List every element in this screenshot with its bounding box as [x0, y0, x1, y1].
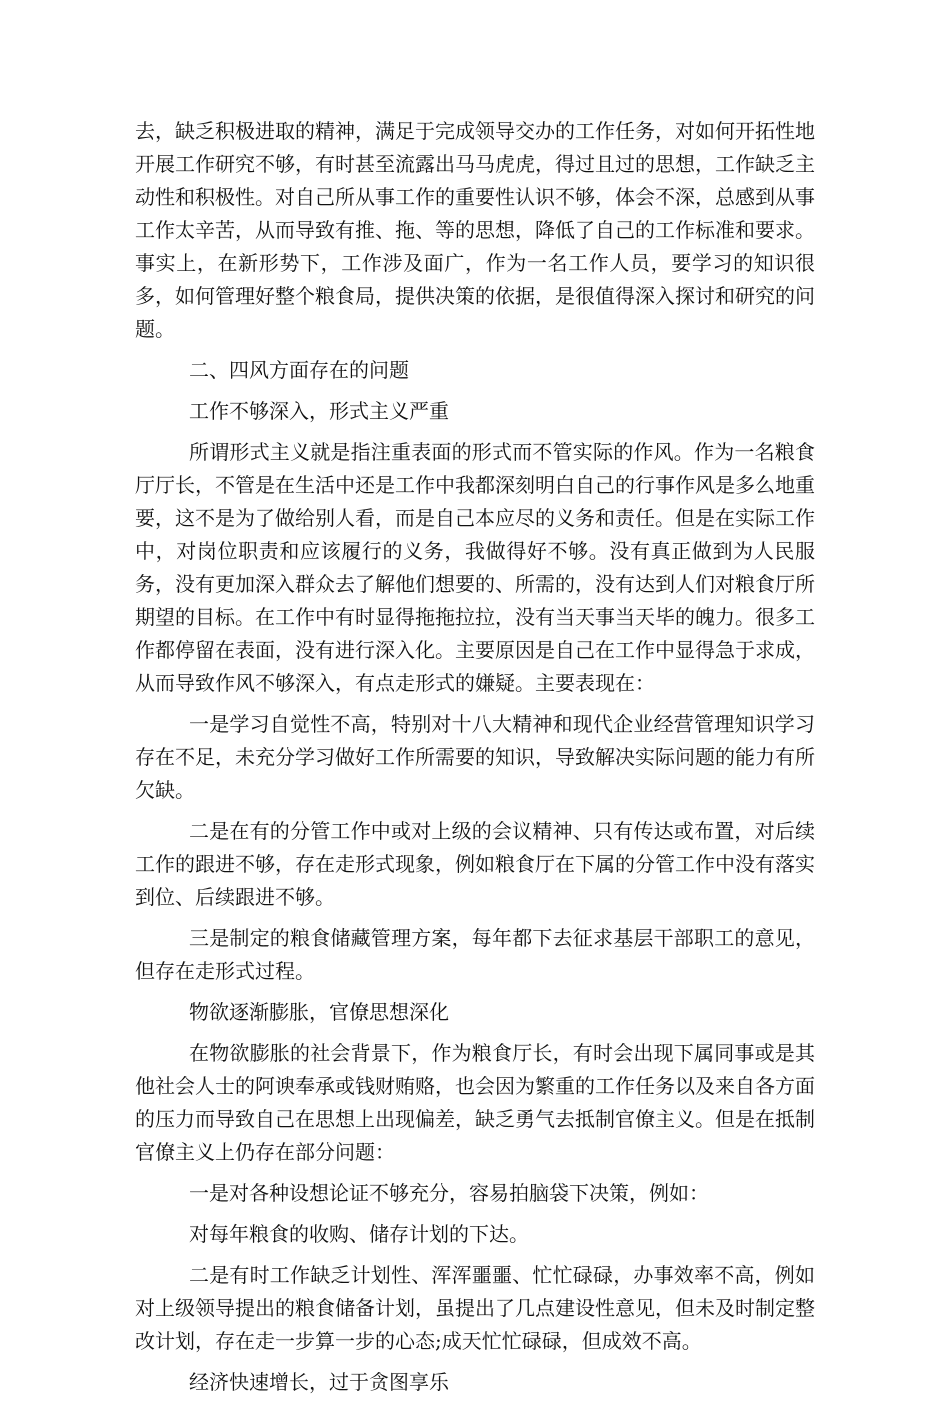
- subheading-bureaucracy: 物欲逐渐膨胀，官僚思想深化: [189, 1000, 449, 1024]
- paragraph-bureaucracy-point-2: 二是有时工作缺乏计划性、浑浑噩噩、忙忙碌碌，办事效率不高，例如对上级领导提出的粮食储备计划，虽提出了几点建设性意见，但未及时制定整改计划，存在走一步算一步的心态;成天忙忙碌碌，但成效不高。: [135, 1263, 815, 1353]
- paragraph-1: 去，缺乏积极进取的精神，满足于完成领导交办的工作任务，对如何开拓性地开展工作研究不够，有时甚至流露出马马虎虎，得过且过的思想，工作缺乏主动性和积极性。对自己所从事工作的重要性认识不够，体会不深，总感到从事工作太辛苦，从而导致有推、拖、等的思想，降低了自己的工作标准和要求。事实上，在新形势下，工作涉及面广，作为一名工作人员，要学习的知识很多，如何管理好整个粮食局，提供决策的依据，是很值得深入探讨和研究的问题。: [135, 119, 815, 341]
- paragraph-point-1: 一是学习自觉性不高，特别对十八大精神和现代企业经营管理知识学习存在不足，未充分学习做好工作所需要的知识，导致解决实际问题的能力有所欠缺。: [135, 712, 815, 802]
- paragraph-bureaucracy-point-1: 一是对各种设想论证不够充分，容易拍脑袋下决策，例如：: [189, 1181, 709, 1205]
- subheading-hedonism: 经济快速增长，过于贪图享乐: [189, 1370, 449, 1394]
- document-body: [135, 115, 815, 1407]
- subheading-formalism: 工作不够深入，形式主义严重: [189, 399, 449, 423]
- paragraph-bureaucracy-example: 对每年粮食的收购、储存计划的下达。: [189, 1222, 529, 1246]
- paragraph-bureaucracy: 在物欲膨胀的社会背景下，作为粮食厅长，有时会出现下属同事或是其他社会人士的阿谀奉承或钱财贿赂，也会因为繁重的工作任务以及来自各方面的压力而导致自己在思想上出现偏差，缺乏勇气去抵制官僚主义。但是在抵制官僚主义上仍存在部分问题：: [135, 1041, 815, 1164]
- paragraph-point-2: 二是在有的分管工作中或对上级的会议精神、只有传达或布置，对后续工作的跟进不够，存在走形式现象，例如粮食厅在下属的分管工作中没有落实到位、后续跟进不够。: [135, 819, 815, 909]
- section-heading-four-winds: 二、四风方面存在的问题: [189, 358, 409, 382]
- paragraph-formalism: 所谓形式主义就是指注重表面的形式而不管实际的作风。作为一名粮食厅厅长，不管是在生活中还是工作中我都深刻明白自己的行事作风是多么地重要，这不是为了做给别人看，而是自己本应尽的义务和责任。但是在实际工作中，对岗位职责和应该履行的义务，我做得好不够。没有真正做到为人民服务，没有更加深入群众去了解他们想要的、所需的，没有达到人们对粮食厅所期望的目标。在工作中有时显得拖拖拉拉，没有当天事当天毕的魄力。很多工作都停留在表面，没有进行深入化。主要原因是自己在工作中显得急于求成，从而导致作风不够深入，有点走形式的嫌疑。主要表现在：: [135, 440, 815, 695]
- paragraph-point-3: 三是制定的粮食储藏管理方案，每年都下去征求基层干部职工的意见，但存在走形式过程。: [135, 926, 815, 983]
